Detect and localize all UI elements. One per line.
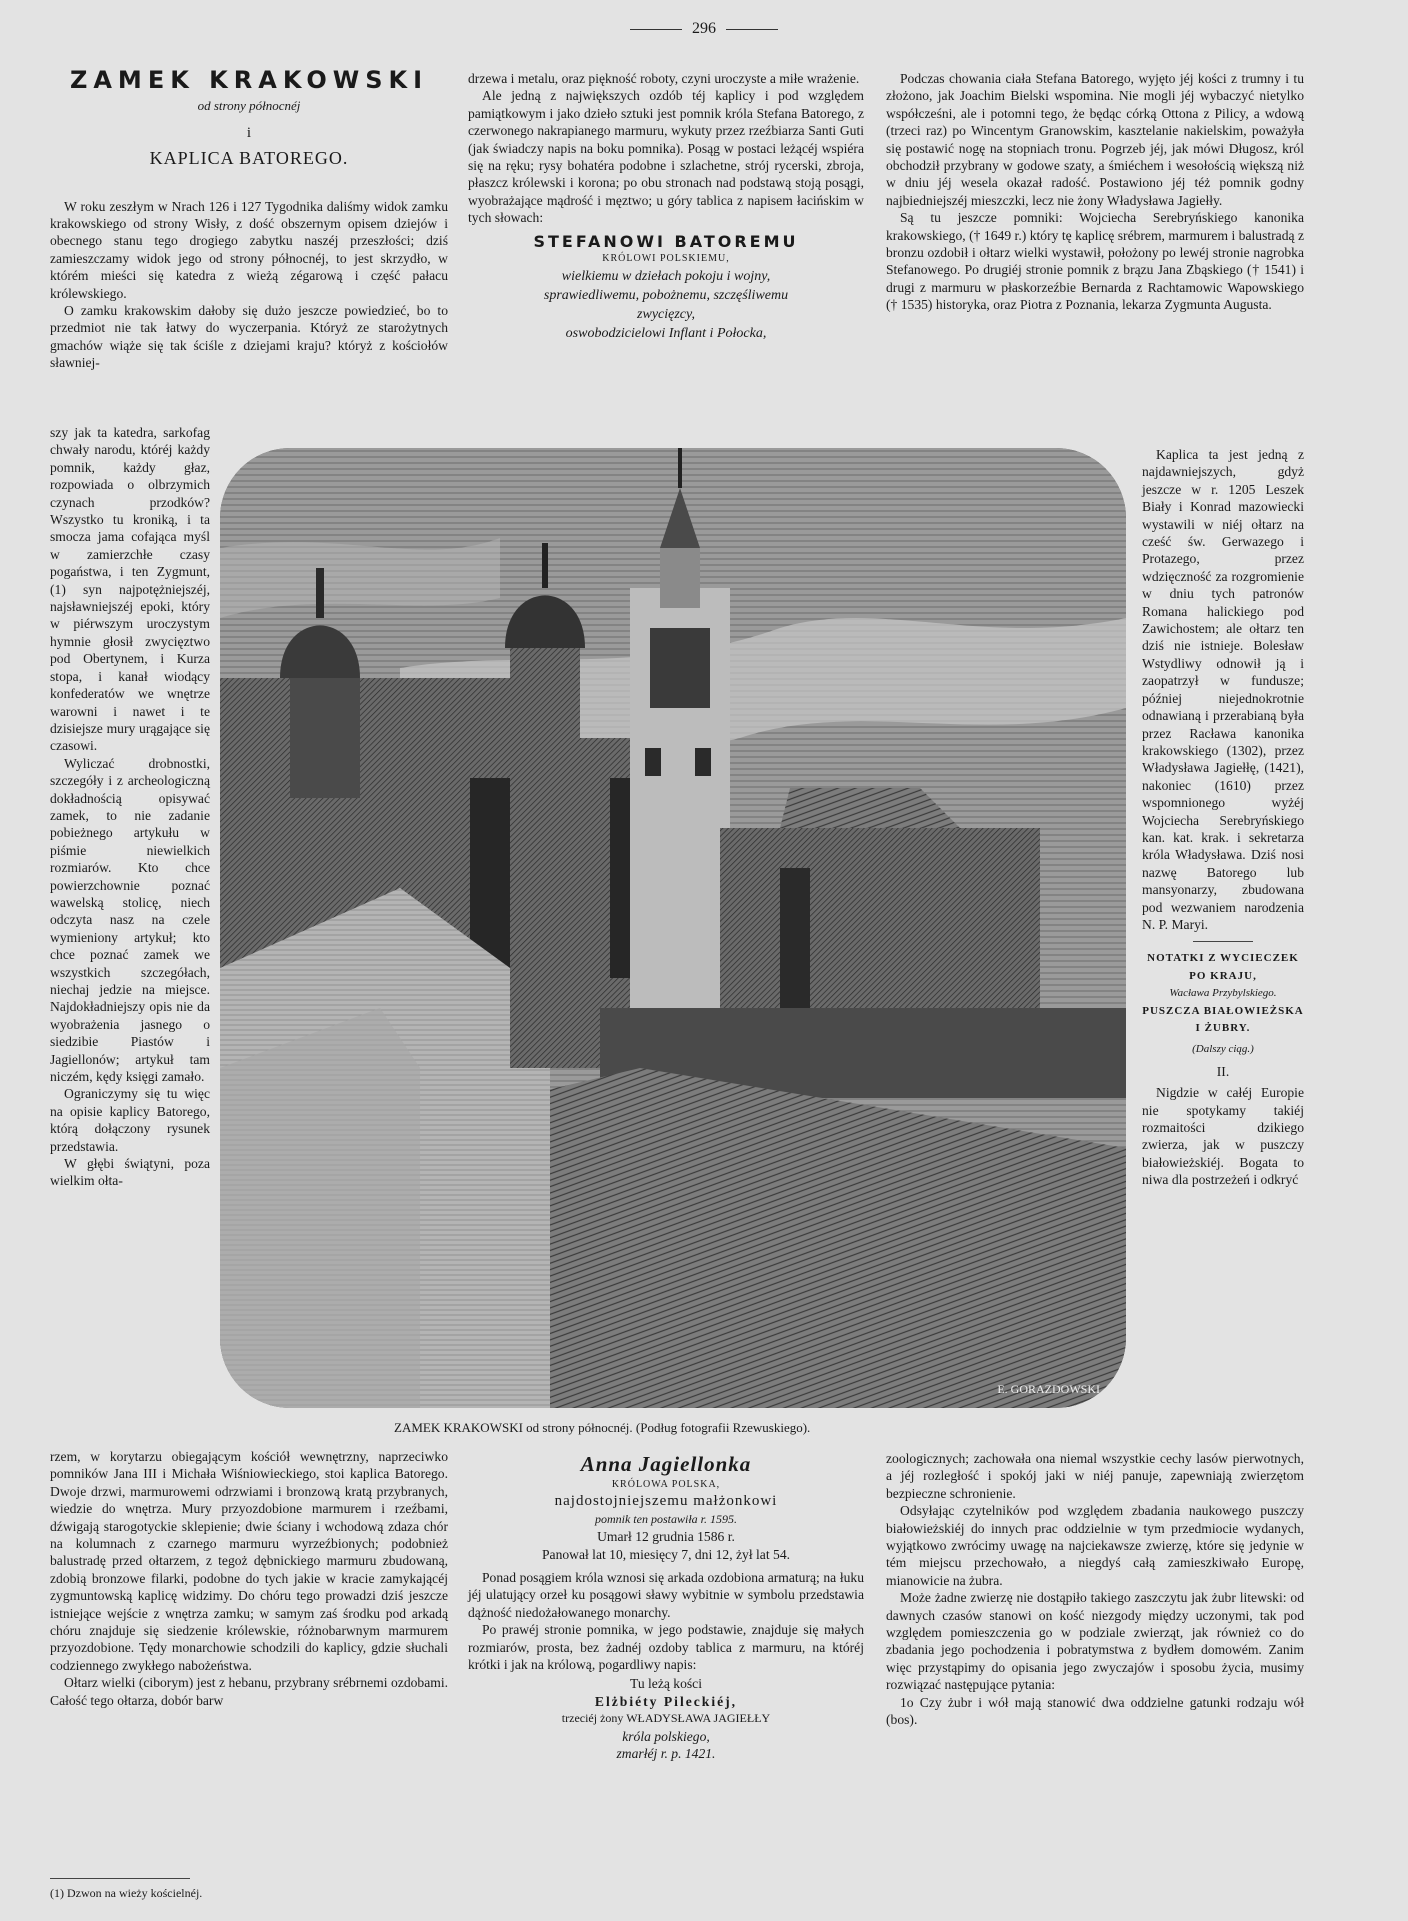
section-head: PO KRAJU, [1189, 969, 1257, 982]
middle-column-bottom [468, 1452, 864, 1763]
page-number: 296 [0, 20, 1408, 38]
paragraph: W głębi świątyni, poza wielkim ołta- [50, 1156, 210, 1189]
right-column-narrow [1142, 446, 1304, 1189]
article-title-2: KAPLICA BATOREGO. [149, 148, 349, 169]
article-conjunction: i [246, 124, 252, 141]
engraver-signature: E. GORAZDOWSKI [997, 1382, 1100, 1396]
inscription-line: wielkiemu w dziełach pokoju i wojny, [561, 269, 771, 285]
epitaph-line: zmarłéj r. p. 1421. [616, 1746, 716, 1762]
monument-line: pomnik ten postawiła r. 1595. [594, 1511, 737, 1526]
castle-engraving [220, 448, 1126, 1408]
left-column-narrow [50, 424, 210, 1190]
right-column-bottom [886, 1450, 1304, 1729]
paragraph: Wyliczać drobnostki, szczegóły i z archeologiczną dokładnością opisywać zamek, to nie zadanie pobieżnego artykułu w piśmie niewielkich rozmiarów. Kto chce powierzchownie poznać wawelską stolicę, niech odczyta nasz na czele wymieniony artykuł; kto chce poznać zamek we wszystkich szczegółach, niechaj jedzie na miejsce. Najdokładniejszy opis nie da wyobrażenia jasnego o siedzibie Piastów i Jagiellonów; artykuł tam niczém, kędy księgi zamało. [50, 755, 210, 1085]
paragraph: zoologicznych; zachowała ona niemal wszystkie cechy lasów pierwotnych, a jéj rozległość i spokój jaki w niéj panuje, zapewniają zwierzętom bezpieczne schronienie. [886, 1451, 1304, 1501]
article-title: ZAMEK KRAKOWSKI [69, 66, 429, 94]
paragraph: Kaplica ta jest jedną z najdawniejszych, gdyż jeszcze w r. 1205 Leszek Biały i Konrad mazowiecki wystawili w niéj ołtarz na cześć św. Gerwazego i Protazego, przez wdzięczność za rozgromienie w dniu tych patronów Romana halickiego pod Zawichostem; ale ołtarz ten dziś nie istnieje. Bolesław Wstydliwy odnowił ją i zaopatrzył w fundusze; później niejednokrotnie odnawianą i przerabianą była przez Racława kanonika krakowskiego (1302), przez Władysława Jagiełłę, (1421), nakoniec (1610) przez wspomnionego wyżéj Wojciecha Serebryńskiego kan. kat. krak. i sekretarza króla Władysława. Dziś nosi nazwę Batorego lub mansyonarzy, zbudowana pod wezwaniem narodzenia N. P. Maryi. [1142, 447, 1304, 932]
paragraph: Może żadne zwierzę nie dostąpiło takiego zaszczytu jak żubr litewski: od dawnych czasów stanowi on kość niezgody między uczonymi, tak pod względem pomieszczenia go w podziale zwierząt, jak również co do zbadania jego pochodzenia i pobratymstwa z bydłem domowém. Zanim więc przystąpimy do opisania jego zwyczajów i sposobu życia, musimy rozwiązać następujące pytania: [886, 1590, 1304, 1693]
paragraph: 1o Czy żubr i wół mają stanowić dwa oddzielne gatunki rodzaju wół (bos). [886, 1694, 1304, 1728]
divider [1193, 941, 1253, 942]
footnote: (1) Dzwon na wieży kościelnéj. [50, 1886, 203, 1900]
inscription-line: zwycięzcy, [637, 307, 695, 323]
epitaph-line: Tu leżą kości [630, 1676, 702, 1692]
section-author: Wacława Przybylskiego. [1169, 987, 1277, 1000]
monument-line: Umarł 12 grudnia 1586 r. [597, 1529, 735, 1545]
section-head: NOTATKI Z WYCIECZEK [1147, 952, 1299, 965]
section-head: I ŻUBRY. [1195, 1022, 1251, 1034]
epitaph-line: Elżbiéty Pileckiéj, [594, 1693, 738, 1709]
epitaph-line: trzeciéj żony WŁADYSŁAWA JAGIEŁŁY [561, 1711, 771, 1726]
castle-illustration [220, 448, 1126, 1408]
paragraph: Są tu jeszcze pomniki: Wojciecha Serebryńskiego kanonika krakowskiego, († 1649 r.) który tę kaplicę srébrem, marmurem i balustradą z bronzu ozdobił i ołtarz wielki wystawił, położony po lewéj stronie nagrobka Stefanowego. Po drugiéj stronie pomnik z brązu Jana Zbąskiego († 1541) i drugi z marmuru w płaskorzeźbie Bernarda z Rachtamowic Wapowskiego († 1535) historyka, oraz Piotra z Poznania, lekarza Zygmunta Augusta. [886, 210, 1304, 313]
left-column-bottom [50, 1448, 448, 1709]
paragraph: Po prawéj stronie pomnika, w jego podstawie, znajduje się małych rozmiarów, prosta, bez żadnéj ozdoby tablica z marmuru, na któréj krótki i jak na królową, pogardliwy napis: [468, 1622, 864, 1673]
epitaph-line: króla polskiego, [622, 1728, 710, 1744]
paragraph: Podczas chowania ciała Stefana Batorego, wyjęto jéj kości z trumny i tu złożono, jak Joachim Bielski wspomina. Nie mogli jéj wybaczyć nietylko współcześni, ale i potomni tego, że będąc córką Ottona z Pilicy, a wdową (trzeci raz) po Wincentym Granowskim, kasztelanie nakielskim, poważyła się postawić nogę na stopniach tronu. Pogrzeb jéj, jak mówi Długosz, król obchodził przybrany w godowe szaty, a śmiéchem i wesołością większą niż w dniu jéj wesela okazał radość. Postawiono jéj téż pomnik godny najbiedniejszéj mieszczki, lecz nie żony Władysława Jagiełły. [886, 71, 1304, 208]
inscription-name: STEFANOWI BATOREMU [533, 231, 799, 251]
footnote-rule [50, 1878, 190, 1879]
inscription-line: oswobodzicielowi Inflant i Połocka, [565, 326, 767, 342]
monument-founder: Anna Jagiellonka [580, 1452, 752, 1476]
section-head: PUSZCZA BIAŁOWIEŻSKA [1142, 1004, 1304, 1017]
article-subtitle: od strony północnéj [197, 98, 301, 114]
right-column-top [886, 70, 1304, 314]
section-note: (Dalszy ciąg.) [1192, 1043, 1254, 1056]
inscription-line: KRÓLOWI POLSKIEMU, [602, 253, 730, 265]
paragraph: Odsyłając czytelników pod względem zbadania naukowego puszczy białowieżskiéj do innych prac oddzielnie w tym przedmiocie wydanych, wyjątkowo zwrócimy uwagę na najciekawsze zwierzę, które się jedynie w tém miejscu przechowało, a niegdyś całą zamieszkiwało Europę, mianowicie na żubra. [886, 1503, 1304, 1588]
paragraph: O zamku krakowskim dałoby się dużo jeszcze powiedzieć, bo to przedmiot nie tak łatwy do wyczerpania. Któryż ze starożytnych gmachów wiąże się tak ściśle z dziejami kraju? któryż z kościołów sławniej- [50, 303, 448, 371]
paragraph: Nigdzie w całéj Europie nie spotykamy takiéj rozmaitości dzikiego zwierza, jak w puszczy białowieżskiéj. Bogata to niwa dla postrzeżeń i odkryć [1142, 1085, 1304, 1188]
paragraph: Ale jedną z największych ozdób téj kaplicy i pod względem pamiątkowym i jako dzieło sztuki jest pomnik króla Stefana Batorego, z czerwonego nakrapianego marmuru, wykuty przez rzeźbiarza Santi Guti (jak świadczy napis na boku pomnika). Posąg w postaci leżącéj wspiéra się na ręku; rysy bohatéra podobne i szlachetne, strój rycerski, zbroja, płaszcz królewski i korona; po obu stronach nad podstawą stoją posągi, wyobrażające mądrość i męztwo; u góry tablica z napisem łacińskim w tych słowach: [468, 88, 864, 226]
monument-line: KRÓLOWA POLSKA, [611, 1479, 721, 1490]
paragraph: szy jak ta katedra, sarkofag chwały narodu, któréj każdy pomnik, każdy głaz, rozpowiada o olbrzymich czynach przodków? Wszystko tu kroniką, i ta smocza jama cofająca myśl w zamierzchłe czasy pogaństwa, i ten Zygmunt, (1) syn najpotężniejszéj, najsławniejszéj epoki, który w piérwszym uroczystym hymnie głosił zwycięztwo pod Obertynem, i Kurza stopa, i kanał wiodący konfederatów we wnętrze warowni i nawet i te dzisiejsze mury urągające się czasowi. [50, 425, 210, 754]
paragraph: Ołtarz wielki (ciborym) jest z hebanu, przybrany srébrnemi ozdobami. Całość tego ołtarza, dobór barw [50, 1675, 448, 1708]
left-column-top [50, 66, 448, 372]
monument-line: Panował lat 10, miesięcy 7, dni 12, żył lat 54. [541, 1546, 791, 1562]
engraving-caption: ZAMEK KRAKOWSKI od strony północnéj. (Podług fotografii Rzewuskiego). [394, 1420, 811, 1435]
monument-line: najdostojniejszemu małżonkowi [554, 1493, 778, 1510]
paragraph: W roku zeszłym w Nrach 126 i 127 Tygodnika daliśmy widok zamku krakowskiego od strony Wisły, z dość obszernym opisem dziejów i obecnego stanu tego drogiego zabytku naszéj przeszłości; dziś zamieszczamy widok jego od strony północnéj, to jest skrzydło, w którém mieści się katedra z wieżą zégarową i część pałacu królewskiego. [50, 198, 448, 301]
paragraph: Ograniczymy się tu więc na opisie kaplicy Batorego, którą dołączony rysunek przedstawia. [50, 1086, 210, 1154]
inscription-line: sprawiedliwemu, pobożnemu, szczęśliwemu [543, 288, 789, 304]
paragraph: rzem, w korytarzu obiegającym kościół wewnętrzny, naprzeciwko pomników Jana III i Michała Wiśniowieckiego, stoi kaplica Batorego. Dwoje drzwi, marmurowemi odrzwiami i bronzową kratą przybranych, wiedzie do wnętrza. Mury przyozdobione marmurem i rzeźbami, dźwigają starogotyckie sklepienie; dwie ściany i wchodową zdaza chór na kolumnach z czarnego marmuru wyrzeźbionych; podobnież balustradę przed ołtarzem, z tegoż dębnickiego marmuru zbudowaną, zdobią bronzowe filarki, podobne do tych jakie w kracie zamykającéj zygmuntowską kaplicę widzimy. Do chóru tego prowadzi dziś jeszcze istniejące wejście z wnętrza zamku; w samym zaś środku pod arkadą chóru znajduje się siedzenie królewskie, różnobarwnym marmurem przyozdobione. Tędy monarchowie schodzili do kaplicy, gdzie słuchali codziennego zwykłego nabożeństwa. [50, 1449, 448, 1673]
paragraph: Ponad posągiem króla wznosi się arkada ozdobiona armaturą; na łuku jéj ulatujący orzeł ku posągowi sławy wybitnie w symbolu przedstawia dążność niedożałowanego monarchy. [468, 1570, 864, 1620]
paragraph: drzewa i metalu, oraz piękność roboty, czyni uroczyste a miłe wrażenie. [468, 71, 860, 86]
middle-column-top [468, 70, 864, 343]
section-number: II. [1216, 1063, 1230, 1079]
